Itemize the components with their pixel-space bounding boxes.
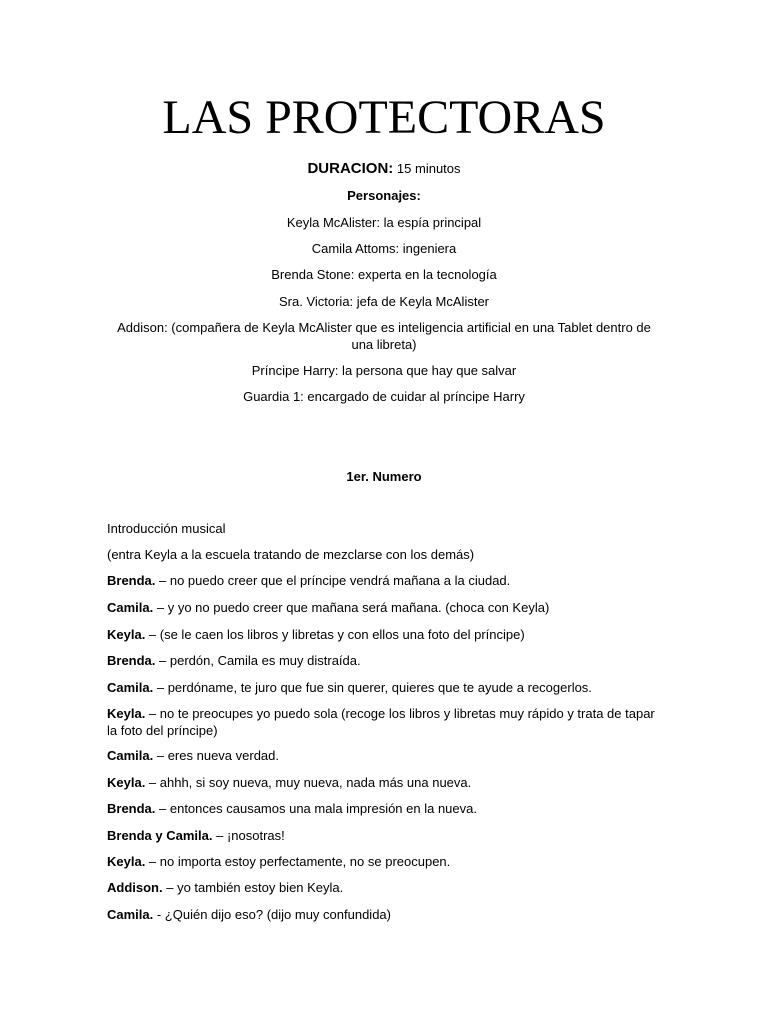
stage-direction <box>107 546 667 563</box>
dialogue-line <box>107 626 667 643</box>
dialogue-line <box>107 879 667 896</box>
character-entry: Camila Attoms: ingeniera <box>311 241 457 256</box>
dialogue-line <box>107 774 667 791</box>
speaker-name: Keyla. <box>107 775 146 790</box>
dialogue-text: (entra Keyla a la escuela tratando de mezclarse con los demás) <box>107 547 475 562</box>
speaker-name: Keyla. <box>107 854 146 869</box>
dialogue-line <box>107 906 667 923</box>
stage-direction <box>107 520 667 537</box>
dialogue-text: – eres nueva verdad. <box>153 748 279 763</box>
section-heading: 1er. Numero <box>346 469 422 484</box>
dialogue-line <box>107 599 667 616</box>
character-entry: Addison: (compañera de Keyla McAlister que es inteligencia artificial en una Tablet dentro de una libreta) <box>117 320 651 352</box>
dialogue-text: – ahhh, si soy nueva, muy nueva, nada más una nueva. <box>145 775 472 790</box>
character-entry: Príncipe Harry: la persona que hay que salvar <box>251 363 517 378</box>
characters-heading: Personajes: <box>347 188 421 203</box>
speaker-name: Addison. <box>107 880 163 895</box>
dialogue-text: – yo también estoy bien Keyla. <box>162 880 344 895</box>
dialogue-line <box>107 705 667 739</box>
speaker-name: Keyla. <box>107 627 146 642</box>
dialogue-text: – ¡nosotras! <box>212 828 285 843</box>
dialogue-text: - ¿Quién dijo eso? (dijo muy confundida) <box>153 907 391 922</box>
document-title: LAS PROTECTORAS <box>162 91 606 144</box>
speaker-name: Camila. <box>107 907 154 922</box>
speaker-name: Keyla. <box>107 706 146 721</box>
duration-line <box>0 159 768 179</box>
dialogue-line <box>107 747 667 764</box>
dialogue-text: – no importa estoy perfectamente, no se preocupen. <box>145 854 451 869</box>
duration-label: DURACION: <box>307 160 394 177</box>
dialogue-text: Introducción musical <box>107 521 226 536</box>
dialogue-text: – perdón, Camila es muy distraída. <box>155 653 361 668</box>
dialogue-text: – (se le caen los libros y libretas y con ellos una foto del príncipe) <box>145 627 525 642</box>
dialogue-text: – y yo no puedo creer que mañana será mañana. (choca con Keyla) <box>153 600 550 615</box>
speaker-name: Brenda y Camila. <box>107 828 213 843</box>
dialogue-line <box>107 679 667 696</box>
speaker-name: Brenda. <box>107 573 156 588</box>
dialogue-text: – no puedo creer que el príncipe vendrá mañana a la ciudad. <box>155 573 511 588</box>
speaker-name: Brenda. <box>107 801 156 816</box>
dialogue-line <box>107 652 667 669</box>
speaker-name: Camila. <box>107 748 154 763</box>
dialogue-text: – perdóname, te juro que fue sin querer, quieres que te ayude a recogerlos. <box>153 680 592 695</box>
dialogue-text: – entonces causamos una mala impresión en la nueva. <box>155 801 477 816</box>
speaker-name: Camila. <box>107 600 154 615</box>
speaker-name: Brenda. <box>107 653 156 668</box>
dialogue-line <box>107 572 667 589</box>
character-entry: Keyla McAlister: la espía principal <box>286 215 482 230</box>
dialogue-line <box>107 827 667 844</box>
speaker-name: Camila. <box>107 680 154 695</box>
character-entry: Sra. Victoria: jefa de Keyla McAlister <box>278 294 489 309</box>
character-entry: Brenda Stone: experta en la tecnología <box>271 267 497 282</box>
dialogue-line <box>107 853 667 870</box>
character-entry: Guardia 1: encargado de cuidar al príncipe Harry <box>243 389 525 404</box>
dialogue-text: – no te preocupes yo puedo sola (recoge los libros y libretas muy rápido y trata de tapar la foto del príncipe) <box>107 706 655 738</box>
duration-value: 15 minutos <box>396 161 461 176</box>
dialogue-line <box>107 800 667 817</box>
